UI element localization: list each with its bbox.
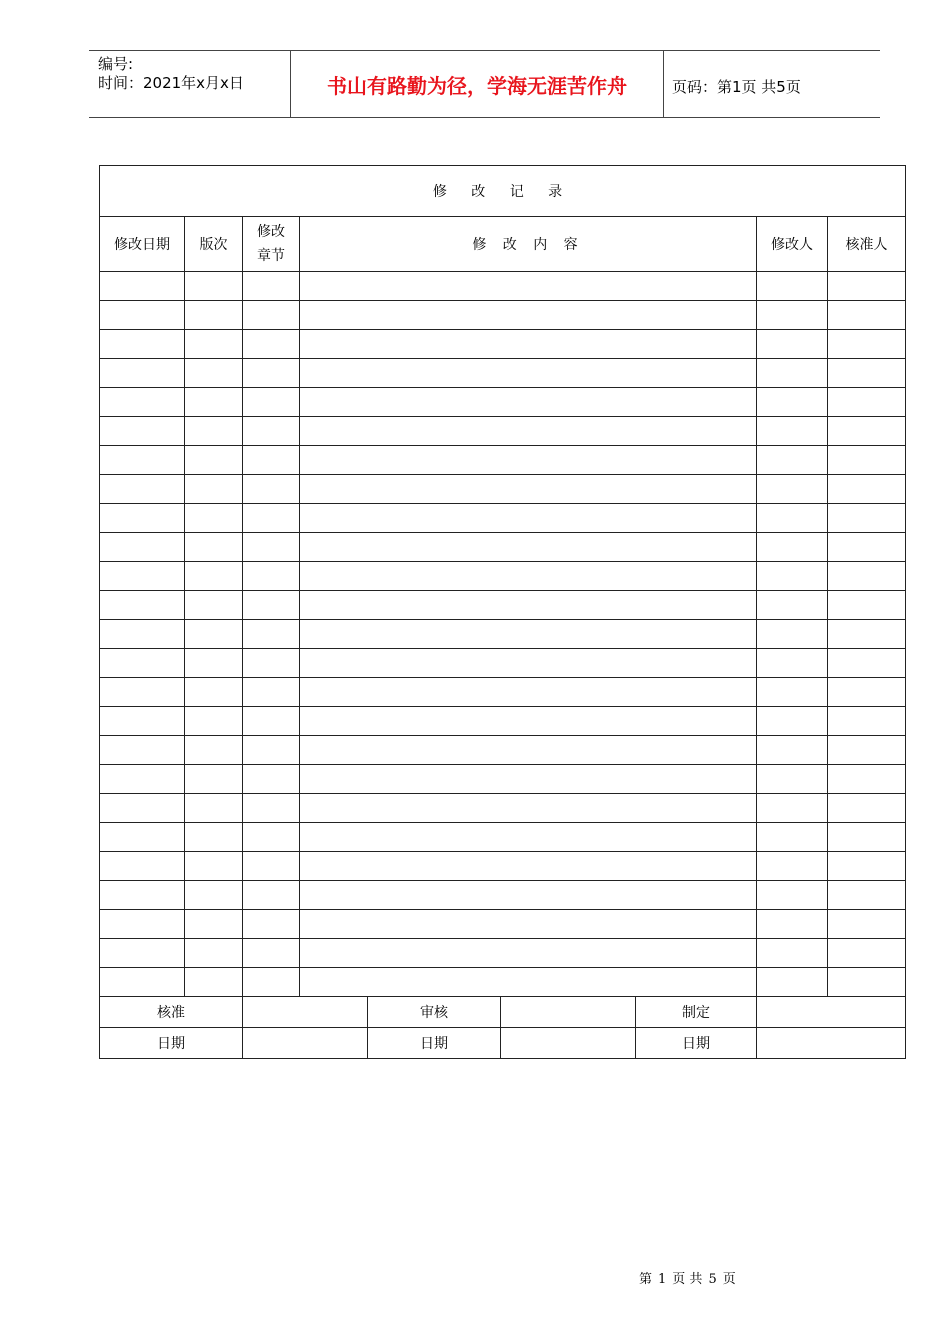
table-row bbox=[100, 881, 906, 910]
cell-date[interactable] bbox=[100, 910, 185, 939]
column-header-section bbox=[243, 217, 300, 272]
table-row bbox=[100, 910, 906, 939]
cell-modifier[interactable] bbox=[757, 359, 828, 388]
page-footer bbox=[636, 1268, 739, 1287]
table-row bbox=[100, 417, 906, 446]
cell-approver[interactable] bbox=[828, 417, 906, 446]
cell-approver[interactable] bbox=[828, 301, 906, 330]
cell-content[interactable] bbox=[300, 591, 757, 620]
cell-approver[interactable] bbox=[828, 475, 906, 504]
column-header-version: 版次 bbox=[185, 217, 243, 272]
column-header-approver: 核准人 bbox=[828, 217, 906, 272]
prepare-date-value[interactable] bbox=[757, 1028, 906, 1059]
cell-content[interactable] bbox=[300, 301, 757, 330]
cell-modifier[interactable] bbox=[757, 620, 828, 649]
prepare-date-char1: 日 bbox=[682, 1036, 696, 1052]
review-value[interactable] bbox=[501, 997, 636, 1028]
cell-date[interactable] bbox=[100, 417, 185, 446]
cell-content[interactable] bbox=[300, 620, 757, 649]
cell-date[interactable] bbox=[100, 823, 185, 852]
cell-version[interactable] bbox=[185, 446, 243, 475]
cell-modifier[interactable] bbox=[757, 533, 828, 562]
column-header-date: 修改日期 bbox=[100, 217, 185, 272]
cell-date[interactable] bbox=[100, 562, 185, 591]
prepare-label-char1: 制 bbox=[682, 1005, 696, 1021]
table-row bbox=[100, 446, 906, 475]
cell-modifier[interactable] bbox=[757, 794, 828, 823]
cell-approver[interactable] bbox=[828, 881, 906, 910]
cell-content[interactable] bbox=[300, 707, 757, 736]
cell-modifier[interactable] bbox=[757, 504, 828, 533]
cell-section[interactable] bbox=[243, 504, 300, 533]
table-row bbox=[100, 794, 906, 823]
record-rows bbox=[100, 272, 906, 997]
table-row bbox=[100, 562, 906, 591]
approve-label-char1: 核 bbox=[157, 1005, 171, 1021]
cell-date[interactable] bbox=[100, 446, 185, 475]
cell-approver[interactable] bbox=[828, 359, 906, 388]
cell-date[interactable] bbox=[100, 475, 185, 504]
cell-date[interactable] bbox=[100, 301, 185, 330]
cell-date[interactable] bbox=[100, 736, 185, 765]
cell-date[interactable] bbox=[100, 620, 185, 649]
cell-approver[interactable] bbox=[828, 591, 906, 620]
cell-section[interactable] bbox=[243, 330, 300, 359]
cell-version[interactable] bbox=[185, 968, 243, 997]
cell-section[interactable] bbox=[243, 533, 300, 562]
cell-section[interactable] bbox=[243, 301, 300, 330]
table-row bbox=[100, 765, 906, 794]
cell-version[interactable] bbox=[185, 562, 243, 591]
cell-approver[interactable] bbox=[828, 504, 906, 533]
cell-version[interactable] bbox=[185, 272, 243, 301]
review-date-value[interactable] bbox=[501, 1028, 636, 1059]
cell-version[interactable] bbox=[185, 388, 243, 417]
cell-section[interactable] bbox=[243, 272, 300, 301]
cell-modifier[interactable] bbox=[757, 417, 828, 446]
cell-version[interactable] bbox=[185, 939, 243, 968]
cell-date[interactable] bbox=[100, 330, 185, 359]
cell-version[interactable] bbox=[185, 852, 243, 881]
review-label-char1: 审 bbox=[420, 1005, 434, 1021]
cell-approver[interactable] bbox=[828, 823, 906, 852]
table-row bbox=[100, 736, 906, 765]
cell-modifier[interactable] bbox=[757, 272, 828, 301]
approve-date-char1: 日 bbox=[157, 1036, 171, 1052]
cell-version[interactable] bbox=[185, 736, 243, 765]
cell-date[interactable] bbox=[100, 678, 185, 707]
table-row bbox=[100, 591, 906, 620]
approve-label-char2: 准 bbox=[171, 1005, 185, 1021]
cell-version[interactable] bbox=[185, 620, 243, 649]
cell-date[interactable] bbox=[100, 591, 185, 620]
approve-value[interactable] bbox=[243, 997, 368, 1028]
cell-modifier[interactable] bbox=[757, 939, 828, 968]
cell-section[interactable] bbox=[243, 359, 300, 388]
cell-date[interactable] bbox=[100, 939, 185, 968]
cell-version[interactable] bbox=[185, 707, 243, 736]
cell-modifier[interactable] bbox=[757, 649, 828, 678]
cell-content[interactable] bbox=[300, 417, 757, 446]
cell-modifier[interactable] bbox=[757, 968, 828, 997]
cell-section[interactable] bbox=[243, 939, 300, 968]
column-header-section-line2: 章节 bbox=[257, 248, 285, 264]
time-label: 时间：2021年x月x日 bbox=[98, 74, 244, 92]
cell-modifier[interactable] bbox=[757, 591, 828, 620]
header-top-rule bbox=[89, 50, 880, 51]
cell-modifier[interactable] bbox=[757, 707, 828, 736]
cell-content[interactable] bbox=[300, 533, 757, 562]
cell-modifier[interactable] bbox=[757, 388, 828, 417]
table-row bbox=[100, 620, 906, 649]
cell-content[interactable] bbox=[300, 765, 757, 794]
cell-modifier[interactable] bbox=[757, 475, 828, 504]
cell-modifier[interactable] bbox=[757, 852, 828, 881]
table-row bbox=[100, 388, 906, 417]
cell-content[interactable] bbox=[300, 736, 757, 765]
cell-approver[interactable] bbox=[828, 707, 906, 736]
cell-date[interactable] bbox=[100, 765, 185, 794]
table-row bbox=[100, 504, 906, 533]
cell-version[interactable] bbox=[185, 910, 243, 939]
cell-version[interactable] bbox=[185, 794, 243, 823]
table-row bbox=[100, 823, 906, 852]
cell-content[interactable] bbox=[300, 649, 757, 678]
cell-section[interactable] bbox=[243, 968, 300, 997]
footer-mid: 页 共 bbox=[672, 1272, 703, 1287]
cell-section[interactable] bbox=[243, 794, 300, 823]
cell-version[interactable] bbox=[185, 359, 243, 388]
prepare-value[interactable] bbox=[757, 997, 906, 1028]
cell-approver[interactable] bbox=[828, 562, 906, 591]
cell-version[interactable] bbox=[185, 475, 243, 504]
table-row bbox=[100, 678, 906, 707]
page-info: 页码：第1页 共5页 bbox=[672, 78, 801, 96]
prepare-date-char2: 期 bbox=[696, 1036, 710, 1052]
cell-section[interactable] bbox=[243, 910, 300, 939]
cell-date[interactable] bbox=[100, 968, 185, 997]
column-header-content: 修 改 内 容 bbox=[300, 217, 757, 272]
cell-section[interactable] bbox=[243, 649, 300, 678]
cell-content[interactable] bbox=[300, 823, 757, 852]
cell-date[interactable] bbox=[100, 852, 185, 881]
review-date-char2: 期 bbox=[434, 1036, 448, 1052]
cell-modifier[interactable] bbox=[757, 823, 828, 852]
table-row bbox=[100, 968, 906, 997]
cell-approver[interactable] bbox=[828, 620, 906, 649]
table-row bbox=[100, 707, 906, 736]
cell-modifier[interactable] bbox=[757, 765, 828, 794]
cell-content[interactable] bbox=[300, 359, 757, 388]
cell-version[interactable] bbox=[185, 823, 243, 852]
table-row bbox=[100, 272, 906, 301]
cell-date[interactable] bbox=[100, 504, 185, 533]
cell-modifier[interactable] bbox=[757, 678, 828, 707]
header-bottom-rule bbox=[89, 117, 880, 118]
cell-content[interactable] bbox=[300, 388, 757, 417]
cell-content[interactable] bbox=[300, 794, 757, 823]
review-label bbox=[368, 997, 501, 1028]
footer-prefix: 第 bbox=[639, 1272, 653, 1287]
cell-approver[interactable] bbox=[828, 968, 906, 997]
cell-section[interactable] bbox=[243, 736, 300, 765]
cell-modifier[interactable] bbox=[757, 910, 828, 939]
cell-approver[interactable] bbox=[828, 533, 906, 562]
cell-date[interactable] bbox=[100, 359, 185, 388]
cell-version[interactable] bbox=[185, 301, 243, 330]
table-row bbox=[100, 475, 906, 504]
prepare-date-label bbox=[636, 1028, 757, 1059]
cell-section[interactable] bbox=[243, 417, 300, 446]
cell-approver[interactable] bbox=[828, 678, 906, 707]
table-row bbox=[100, 649, 906, 678]
serial-label: 编号: bbox=[98, 55, 134, 73]
cell-version[interactable] bbox=[185, 591, 243, 620]
table-row bbox=[100, 359, 906, 388]
column-header-modifier: 修改人 bbox=[757, 217, 828, 272]
cell-section[interactable] bbox=[243, 446, 300, 475]
table-row bbox=[100, 533, 906, 562]
cell-section[interactable] bbox=[243, 678, 300, 707]
cell-approver[interactable] bbox=[828, 910, 906, 939]
cell-version[interactable] bbox=[185, 504, 243, 533]
cell-content[interactable] bbox=[300, 910, 757, 939]
motto-banner: 书山有路勤为径，学海无涯苦作舟 bbox=[327, 74, 627, 98]
footer-suffix: 页 bbox=[722, 1272, 736, 1287]
cell-content[interactable] bbox=[300, 881, 757, 910]
cell-content[interactable] bbox=[300, 939, 757, 968]
cell-section[interactable] bbox=[243, 562, 300, 591]
cell-version[interactable] bbox=[185, 765, 243, 794]
approve-label bbox=[100, 997, 243, 1028]
cell-content[interactable] bbox=[300, 504, 757, 533]
cell-section[interactable] bbox=[243, 388, 300, 417]
cell-modifier[interactable] bbox=[757, 330, 828, 359]
cell-date[interactable] bbox=[100, 533, 185, 562]
approve-date-char2: 期 bbox=[171, 1036, 185, 1052]
revision-record-table bbox=[99, 165, 906, 1059]
cell-section[interactable] bbox=[243, 707, 300, 736]
cell-date[interactable] bbox=[100, 272, 185, 301]
header-divider-2 bbox=[663, 50, 664, 117]
cell-content[interactable] bbox=[300, 272, 757, 301]
cell-modifier[interactable] bbox=[757, 881, 828, 910]
cell-section[interactable] bbox=[243, 620, 300, 649]
cell-content[interactable] bbox=[300, 330, 757, 359]
approve-date-label bbox=[100, 1028, 243, 1059]
cell-modifier[interactable] bbox=[757, 736, 828, 765]
table-row bbox=[100, 852, 906, 881]
cell-approver[interactable] bbox=[828, 388, 906, 417]
review-date-label bbox=[368, 1028, 501, 1059]
cell-version[interactable] bbox=[185, 533, 243, 562]
cell-approver[interactable] bbox=[828, 765, 906, 794]
cell-approver[interactable] bbox=[828, 272, 906, 301]
footer-current-page: 1 bbox=[658, 1272, 667, 1287]
table-title: 修 改 记 录 bbox=[100, 166, 906, 217]
cell-approver[interactable] bbox=[828, 446, 906, 475]
cell-section[interactable] bbox=[243, 823, 300, 852]
cell-content[interactable] bbox=[300, 678, 757, 707]
cell-date[interactable] bbox=[100, 388, 185, 417]
cell-content[interactable] bbox=[300, 968, 757, 997]
cell-date[interactable] bbox=[100, 707, 185, 736]
column-header-section-line1: 修改 bbox=[257, 224, 285, 240]
review-label-char2: 核 bbox=[434, 1005, 448, 1021]
cell-approver[interactable] bbox=[828, 794, 906, 823]
prepare-label-char2: 定 bbox=[696, 1005, 710, 1021]
cell-date[interactable] bbox=[100, 881, 185, 910]
cell-content[interactable] bbox=[300, 446, 757, 475]
cell-section[interactable] bbox=[243, 475, 300, 504]
table-row bbox=[100, 939, 906, 968]
cell-approver[interactable] bbox=[828, 852, 906, 881]
cell-date[interactable] bbox=[100, 794, 185, 823]
cell-version[interactable] bbox=[185, 330, 243, 359]
cell-version[interactable] bbox=[185, 678, 243, 707]
cell-approver[interactable] bbox=[828, 939, 906, 968]
cell-section[interactable] bbox=[243, 765, 300, 794]
cell-modifier[interactable] bbox=[757, 301, 828, 330]
cell-section[interactable] bbox=[243, 881, 300, 910]
cell-content[interactable] bbox=[300, 852, 757, 881]
cell-section[interactable] bbox=[243, 591, 300, 620]
prepare-label bbox=[636, 997, 757, 1028]
review-date-char1: 日 bbox=[420, 1036, 434, 1052]
cell-modifier[interactable] bbox=[757, 562, 828, 591]
cell-date[interactable] bbox=[100, 649, 185, 678]
cell-content[interactable] bbox=[300, 562, 757, 591]
cell-version[interactable] bbox=[185, 649, 243, 678]
cell-content[interactable] bbox=[300, 475, 757, 504]
cell-approver[interactable] bbox=[828, 330, 906, 359]
footer-total-pages: 5 bbox=[708, 1272, 717, 1287]
approve-date-value[interactable] bbox=[243, 1028, 368, 1059]
cell-modifier[interactable] bbox=[757, 446, 828, 475]
cell-version[interactable] bbox=[185, 417, 243, 446]
table-row bbox=[100, 330, 906, 359]
cell-approver[interactable] bbox=[828, 736, 906, 765]
cell-version[interactable] bbox=[185, 881, 243, 910]
table-row bbox=[100, 301, 906, 330]
cell-approver[interactable] bbox=[828, 649, 906, 678]
cell-section[interactable] bbox=[243, 852, 300, 881]
